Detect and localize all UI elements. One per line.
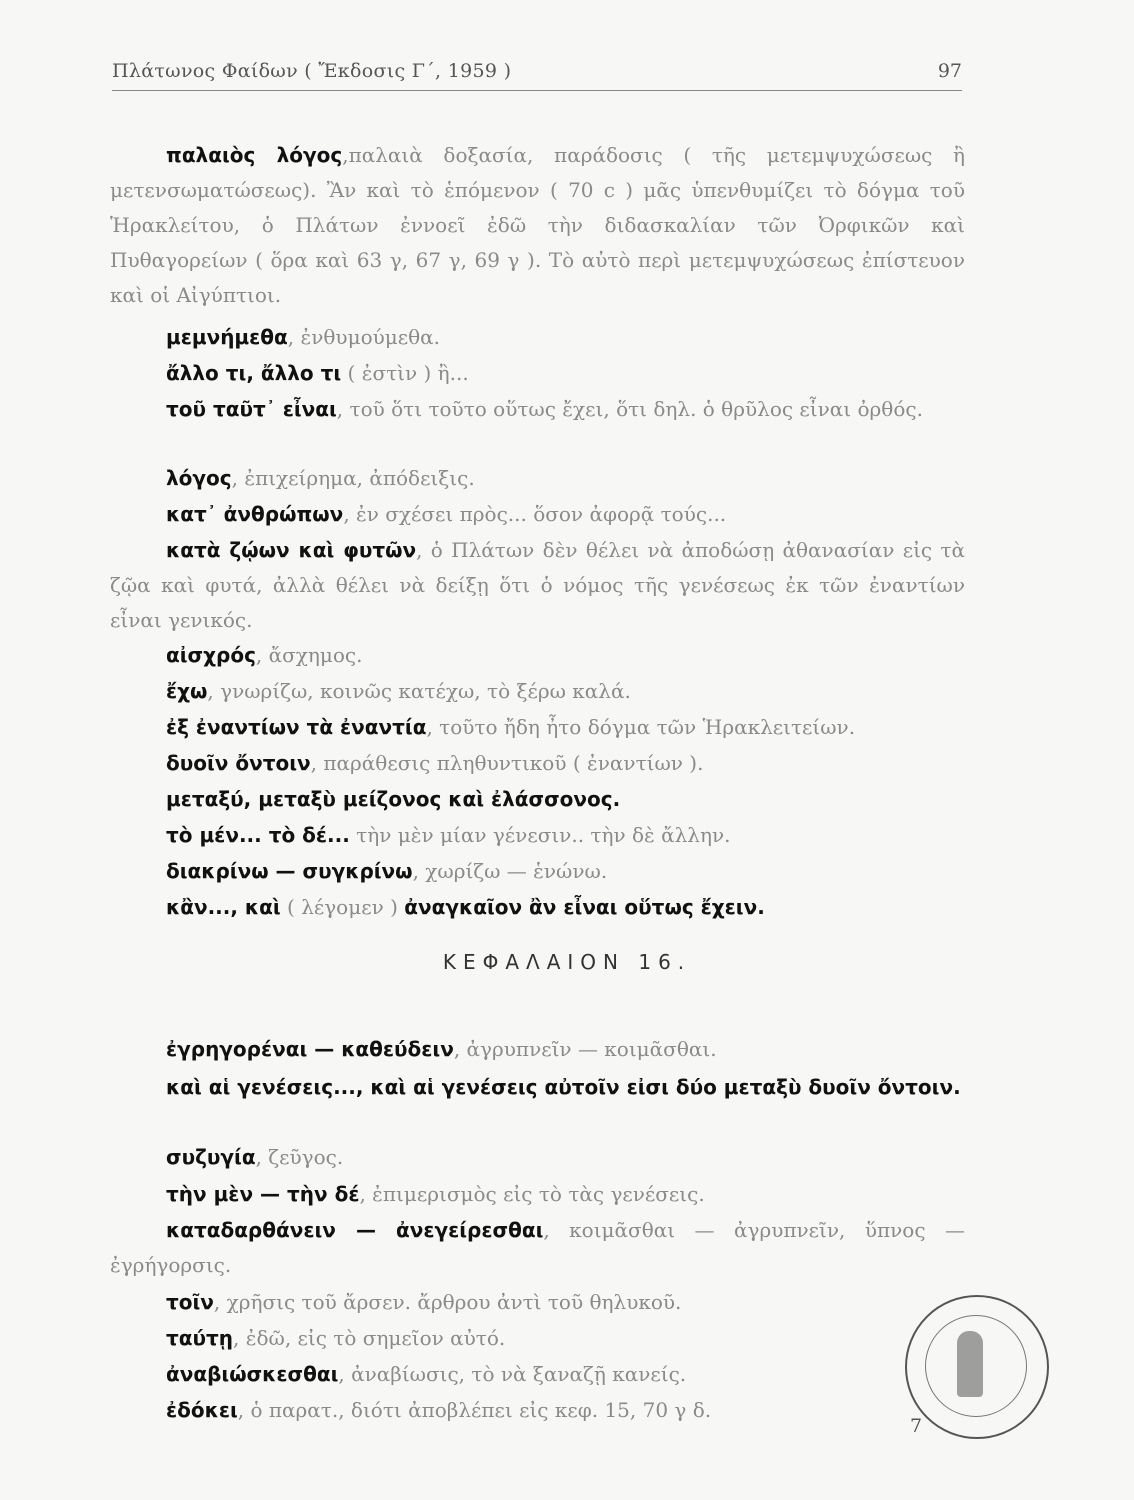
entry (110, 638, 965, 673)
entry (110, 1070, 965, 1105)
entry-gloss: , τοῦ ὅτι τοῦτο οὕτως ἔχει, ὅτι δηλ. ὁ θρῦλος εἶναι ὀρθός. (336, 397, 923, 421)
entry-lemma: τοῖν (166, 1290, 214, 1314)
signature-number: 7 (910, 1415, 923, 1437)
entry-gloss: , γνωρίζω, κοινῶς κατέχω, τὸ ξέρω καλά. (207, 679, 631, 703)
header-title: Πλάτωνος Φαίδων ( Ἔκδοσις Γ΄, 1959 ) (112, 60, 512, 82)
entry-lemma: αἰσχρός (166, 643, 256, 667)
entry (110, 1177, 965, 1212)
entry-gloss: ( λέγομεν ) (280, 895, 405, 919)
entry-gloss: , κοιμᾶσθαι — ἀγρυπνεῖν, ὕπνος — ἐγρήγορσις. (110, 1218, 965, 1277)
entry-gloss: , ζεῦγος. (255, 1145, 344, 1169)
entry (110, 890, 965, 925)
entry-lemma: ἄλλο τι, ἄλλο τι (166, 361, 342, 385)
entry (110, 320, 965, 355)
entry-lemma: συζυγία (166, 1145, 256, 1169)
entry (110, 497, 965, 532)
entry-lemma: καὶ αἱ γενέσεις..., καὶ αἱ γενέσεις αὐτοῖν εἰσι δύο μεταξὺ δυοῖν ὄντοιν. (166, 1075, 961, 1099)
stamp-figure-icon (957, 1331, 983, 1397)
entry-lemma: ἐγρηγορέναι — καθεύδειν (166, 1037, 454, 1061)
entry-gloss: , ἐπιχείρημα, ἀπόδειξις. (231, 466, 475, 490)
entry-lemma: τοῦ ταῦτ᾽ εἶναι (166, 397, 337, 421)
entry-gloss: , ἐπιμερισμὸς εἰς τὸ τὰς γενέσεις. (359, 1182, 705, 1206)
entry-lemma: δυοῖν ὄντοιν (166, 751, 311, 775)
entry-gloss: , ἀναβίωσις, τὸ νὰ ξαναζῇ κανείς. (338, 1362, 687, 1386)
entry (110, 746, 965, 781)
entry-gloss: , χρῆσις τοῦ ἄρσεν. ἄρθρου ἀντὶ τοῦ θηλυκοῦ. (213, 1290, 682, 1314)
entry-gloss: , χωρίζω — ἑνώνω. (412, 859, 608, 883)
entry (110, 710, 965, 745)
entry-lemma: ἔχω (166, 679, 208, 703)
entry-gloss: , παράθεσις πληθυντικοῦ ( ἐναντίων ). (310, 751, 704, 775)
entry-gloss: , ἐδῶ, εἰς τὸ σημεῖον αὐτό. (233, 1326, 506, 1350)
entry-gloss: , ὁ παρατ., διότι ἀποβλέπει εἰς κεφ. 15, 70 γ δ. (237, 1398, 712, 1422)
entry-lemma: διακρίνω — συγκρίνω (166, 859, 413, 883)
entry (110, 818, 965, 853)
entry-lemma: παλαιὸς λόγος (166, 143, 343, 167)
entry-gloss: τὴν μὲν μίαν γένεσιν.. τὴν δὲ ἄλλην. (349, 823, 731, 847)
entry-gloss: , ἄσχημος. (255, 643, 363, 667)
entry-gloss: , ἀγρυπνεῖν — κοιμᾶσθαι. (453, 1037, 717, 1061)
entry (110, 461, 965, 496)
entry-gloss: , ἐνθυμούμεθα. (287, 325, 441, 349)
entry (110, 854, 965, 889)
entry-lemma: ταύτῃ (166, 1326, 234, 1350)
entry (110, 1213, 965, 1283)
entry (110, 1140, 965, 1175)
entry-lemma: ἀναβιώσκεσθαι (166, 1362, 339, 1386)
entry-lemma: ἐδόκει (166, 1398, 238, 1422)
entry-lemma: κατ᾽ ἀνθρώπων (166, 502, 344, 526)
entry (110, 1321, 965, 1356)
entry-gloss: , τοῦτο ἤδη ἦτο δόγμα τῶν Ἡρακλειτείων. (426, 715, 856, 739)
entry (110, 533, 965, 638)
entry (110, 1032, 965, 1067)
entry-gloss: ,παλαιὰ δοξασία, παράδοσις ( τῆς μετεμψυχώσεως ἢ μετενσωματώσεως). Ἂν καὶ τὸ ἑπόμενον ( 70 c ) μᾶς ὑπενθυμίζει τὸ δόγμα τοῦ Ἡρακλείτου, ὁ Πλάτων ἐννοεῖ ἐδῶ τὴν διδασκαλίαν τῶν Ὀρφικῶν καὶ Πυθαγορείων ( ὅρα καὶ 63 γ, 67 γ, 69 γ ). Τὸ αὐτὸ περὶ μετεμψυχώσεως ἐπίστευον καὶ οἱ Αἰγύπτιοι. (110, 143, 965, 307)
entry (110, 1285, 965, 1320)
entry-lemma: λόγος (166, 466, 232, 490)
entry (110, 138, 965, 313)
running-header (112, 60, 962, 91)
entry-gloss: , ἐν σχέσει πρὸς... ὅσον ἀφορᾷ τούς... (343, 502, 727, 526)
entry-lemma-second: ἀναγκαῖον ἂν εἶναι οὕτως ἔχειν. (404, 895, 765, 919)
entry-lemma: μεταξύ, μεταξὺ μείζονος καὶ ἐλάσσονος. (166, 787, 621, 811)
entry-gloss: , ὁ Πλάτων δὲν θέλει νὰ ἀποδώσῃ ἀθανασίαν εἰς τὰ ζῷα καὶ φυτά, ἀλλὰ θέλει νὰ δείξῃ ὅτι ὁ νόμος τῆς γενέσεως ἐκ τῶν ἐναντίων εἶναι γενικός. (110, 538, 966, 632)
entry-lemma: μεμνήμεθα (166, 325, 288, 349)
page-number: 97 (937, 60, 962, 82)
entry (110, 1357, 965, 1392)
chapter-heading: ΚΕΦΑΛΑΙΟΝ 16. (442, 950, 692, 974)
entry (110, 1393, 965, 1428)
entry-lemma: ἐξ ἐναντίων τὰ ἐναντία (166, 715, 427, 739)
entry-lemma: κατὰ ζῴων καὶ φυτῶν (166, 538, 417, 562)
entry-lemma: τὸ μέν... τὸ δέ... (166, 823, 350, 847)
entry-lemma: κἂν..., καὶ (166, 895, 281, 919)
entry (110, 356, 965, 391)
entry-lemma: καταδαρθάνειν — ἀνεγείρεσθαι (166, 1218, 544, 1242)
entry (110, 782, 965, 817)
entry-lemma: τὴν μὲν — τὴν δέ (166, 1182, 360, 1206)
entry-gloss: ( ἐστὶν ) ἢ... (341, 361, 469, 385)
entry (110, 392, 965, 427)
library-stamp (905, 1295, 1049, 1439)
entry (110, 674, 965, 709)
